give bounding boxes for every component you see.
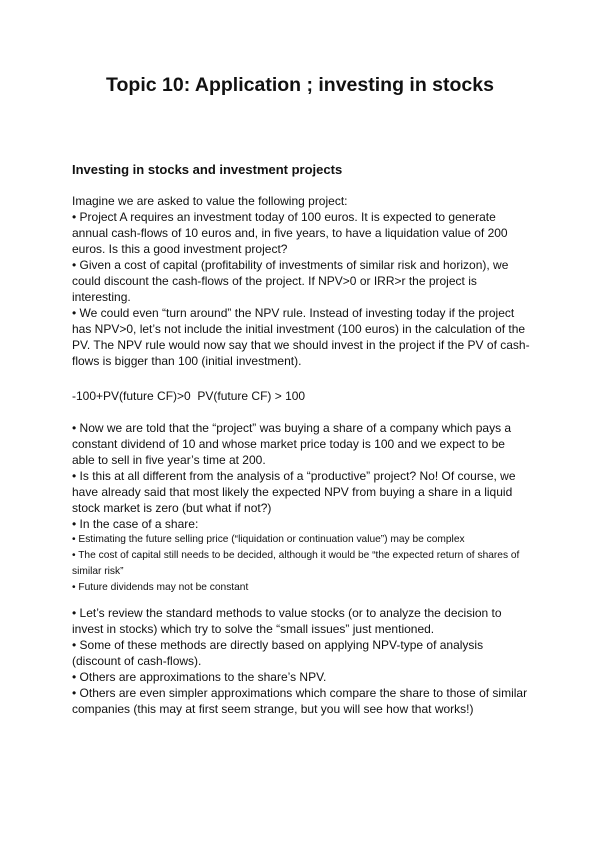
bullet-approximations: • Others are approximations to the share’s NPV. <box>72 670 327 684</box>
bullet-cost-of-capital: • Given a cost of capital (profitability of investments of similar risk and horizon), we could discount the cash-flows of the project. If NPV>0 or IRR>r the project is interesting. <box>72 258 509 304</box>
bullet-comparables: • Others are even simpler approximations which compare the share to those of similar companies (this may at first seem strange, but you will see how that works!) <box>72 686 528 716</box>
page-title: Topic 10: Application ; investing in stocks <box>106 74 494 96</box>
bullet-review-methods: • Let’s review the standard methods to value stocks (or to analyze the decision to invest in stocks) which try to solve the “small issues” just mentioned. <box>72 606 502 636</box>
npv-equation: -100+PV(future CF)>0 PV(future CF) > 100 <box>72 389 306 403</box>
bullet-turn-around: • We could even “turn around” the NPV rule. Instead of investing today if the project has NPV>0, let’s not include the initial investment (100 euros) in the calculation of the PV. The NPV rule would now say that we should invest in the project if the PV of cash-flows is bigger than 100 (initial investment). <box>72 306 530 368</box>
sub-bullet-dividends: • Future dividends may not be constant <box>72 582 249 593</box>
bullet-project-a: • Project A requires an investment today of 100 euros. It is expected to generate annual cash-flows of 10 euros and, in five years, to have a liquidation value of 200 euros. Is this a good investment project? <box>72 210 508 256</box>
intro-paragraph <box>72 193 530 369</box>
bullet-productive-project: • Is this at all different from the analysis of a “productive” project? No! Of course, we have already said that most likely the expected NPV from buying a share in a liquid stock market is zero (but what if not?) <box>72 469 516 515</box>
bullet-case-of-share: • In the case of a share: <box>72 517 199 531</box>
bullet-npv-methods: • Some of these methods are directly based on applying NPV-type of analysis (discount of cash-flows). <box>72 638 484 668</box>
methods-paragraph <box>72 605 530 717</box>
intro-line: Imagine we are asked to value the following project: <box>72 194 348 208</box>
share-paragraph <box>72 420 530 596</box>
section-heading: Investing in stocks and investment projects <box>72 162 343 177</box>
sub-bullet-selling-price: • Estimating the future selling price (“liquidation or continuation value”) may be complex <box>72 534 465 545</box>
sub-bullet-cost-of-capital: • The cost of capital still needs to be decided, although it would be “the expected return of shares of similar risk” <box>72 550 520 577</box>
bullet-share-project: • Now we are told that the “project” was buying a share of a company which pays a constant dividend of 10 and whose market price today is 100 and we expect to be able to sell in five year’s time at 200. <box>72 421 512 467</box>
